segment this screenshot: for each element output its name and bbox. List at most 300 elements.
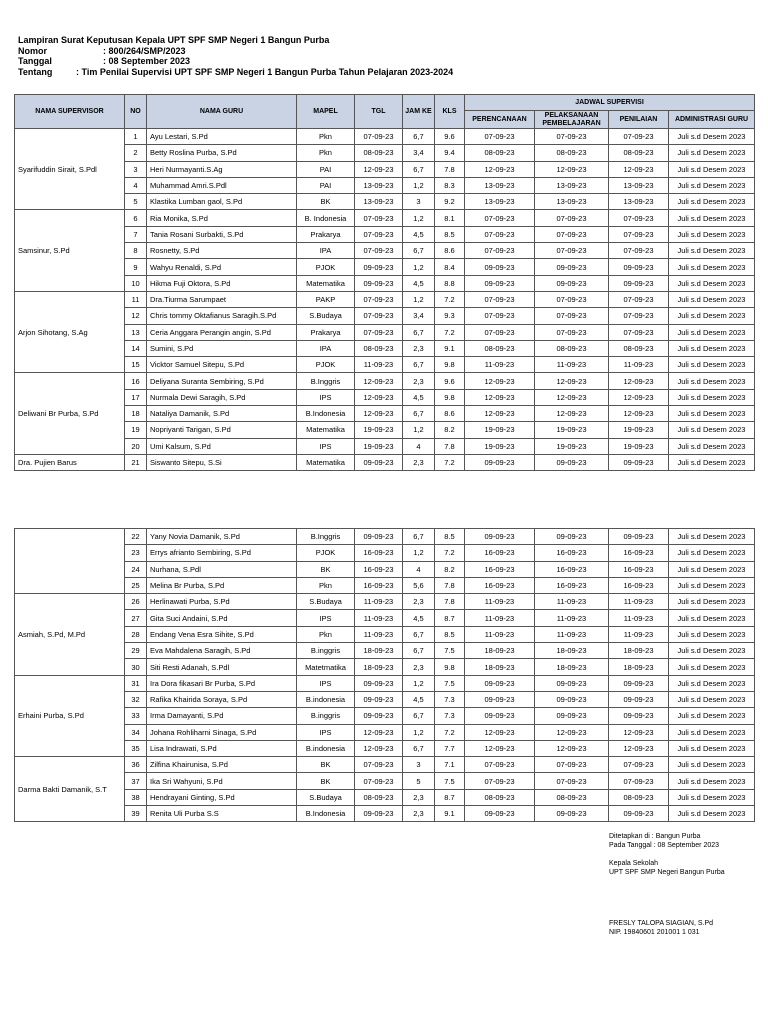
administrasi-cell: Juli s.d Desem 2023 xyxy=(669,357,755,373)
pelaksanaan-cell: 12-09-23 xyxy=(535,724,609,740)
pelaksanaan-cell: 09-09-23 xyxy=(535,806,609,822)
no-cell: 10 xyxy=(125,275,147,291)
pelaksanaan-cell: 07-09-23 xyxy=(535,210,609,226)
penilaian-cell: 07-09-23 xyxy=(609,308,669,324)
perencanaan-cell: 12-09-23 xyxy=(465,373,535,389)
table-row xyxy=(15,422,755,438)
pelaksanaan-cell: 16-09-23 xyxy=(535,561,609,577)
table-row xyxy=(15,161,755,177)
table-row xyxy=(15,324,755,340)
perencanaan-cell: 09-09-23 xyxy=(465,454,535,470)
pelaksanaan-cell: 13-09-23 xyxy=(535,177,609,193)
supervision-table-page1 xyxy=(14,94,755,471)
kls-cell: 8.6 xyxy=(435,406,465,422)
penilaian-cell: 12-09-23 xyxy=(609,389,669,405)
mapel-cell: B.Inggris xyxy=(297,529,355,545)
jam-cell: 6,7 xyxy=(403,626,435,642)
pelaksanaan-cell: 07-09-23 xyxy=(535,773,609,789)
pelaksanaan-cell: 18-09-23 xyxy=(535,659,609,675)
perencanaan-cell: 09-09-23 xyxy=(465,275,535,291)
kls-cell: 9.8 xyxy=(435,389,465,405)
tgl-cell: 09-09-23 xyxy=(355,675,403,691)
table-row xyxy=(15,194,755,210)
guru-name-cell: Wahyu Renaldi, S.Pd xyxy=(147,259,297,275)
mapel-cell: B.inggris xyxy=(297,708,355,724)
table-row xyxy=(15,773,755,789)
mapel-cell: Prakarya xyxy=(297,226,355,242)
tgl-cell: 12-09-23 xyxy=(355,740,403,756)
perencanaan-cell: 18-09-23 xyxy=(465,643,535,659)
tgl-cell: 07-09-23 xyxy=(355,129,403,145)
pelaksanaan-cell: 12-09-23 xyxy=(535,161,609,177)
table-row xyxy=(15,340,755,356)
pelaksanaan-cell: 16-09-23 xyxy=(535,545,609,561)
kls-cell: 7.2 xyxy=(435,454,465,470)
tgl-cell: 12-09-23 xyxy=(355,389,403,405)
perencanaan-cell: 07-09-23 xyxy=(465,291,535,307)
perencanaan-cell: 09-09-23 xyxy=(465,708,535,724)
mapel-cell: IPA xyxy=(297,340,355,356)
table-row xyxy=(15,806,755,822)
mapel-cell: B.Indonesia xyxy=(297,806,355,822)
administrasi-cell: Juli s.d Desem 2023 xyxy=(669,594,755,610)
institution-text: UPT SPF SMP Negeri Bangun Purba xyxy=(609,869,725,876)
perencanaan-cell: 12-09-23 xyxy=(465,724,535,740)
guru-name-cell: Herlinawati Purba, S.Pd xyxy=(147,594,297,610)
penilaian-cell: 12-09-23 xyxy=(609,161,669,177)
perencanaan-cell: 07-09-23 xyxy=(465,757,535,773)
administrasi-cell: Juli s.d Desem 2023 xyxy=(669,454,755,470)
kls-cell: 7.7 xyxy=(435,740,465,756)
table-row xyxy=(15,643,755,659)
administrasi-cell: Juli s.d Desem 2023 xyxy=(669,194,755,210)
tgl-cell: 12-09-23 xyxy=(355,161,403,177)
perencanaan-cell: 11-09-23 xyxy=(465,357,535,373)
pelaksanaan-cell: 12-09-23 xyxy=(535,740,609,756)
pelaksanaan-cell: 12-09-23 xyxy=(535,389,609,405)
jam-cell: 4,5 xyxy=(403,610,435,626)
pelaksanaan-cell: 08-09-23 xyxy=(535,145,609,161)
administrasi-cell: Juli s.d Desem 2023 xyxy=(669,691,755,707)
guru-name-cell: Muhammad Amri.S.Pdl xyxy=(147,177,297,193)
guru-name-cell: Yany Novia Damanik, S.Pd xyxy=(147,529,297,545)
kls-cell: 8.4 xyxy=(435,259,465,275)
col-kls: KLS xyxy=(435,95,465,129)
mapel-cell: B.indonesia xyxy=(297,740,355,756)
jam-cell: 6,7 xyxy=(403,357,435,373)
penilaian-cell: 07-09-23 xyxy=(609,757,669,773)
supervisor-name-cell: Deliwani Br Purba, S.Pd xyxy=(15,373,125,454)
jam-cell: 2,3 xyxy=(403,373,435,389)
ditetapkan-text: Ditetapkan di : Bangun Purba xyxy=(609,833,701,840)
supervisor-name-cell: Dra. Pujien Barus xyxy=(15,454,125,470)
administrasi-cell: Juli s.d Desem 2023 xyxy=(669,626,755,642)
pelaksanaan-cell: 09-09-23 xyxy=(535,691,609,707)
table-row xyxy=(15,373,755,389)
no-cell: 12 xyxy=(125,308,147,324)
no-cell: 13 xyxy=(125,324,147,340)
tgl-cell: 16-09-23 xyxy=(355,577,403,593)
signatory-nip: NIP. 19840601 201001 1 031 xyxy=(609,929,700,936)
guru-name-cell: Ceria Anggara Perangin angin, S.Pd xyxy=(147,324,297,340)
table-row xyxy=(15,545,755,561)
jam-cell: 6,7 xyxy=(403,129,435,145)
perencanaan-cell: 16-09-23 xyxy=(465,545,535,561)
supervisor-name-cell: Darma Bakti Damanik, S.T xyxy=(15,757,125,822)
perencanaan-cell: 09-09-23 xyxy=(465,806,535,822)
guru-name-cell: Irma Damayanti, S.Pd xyxy=(147,708,297,724)
administrasi-cell: Juli s.d Desem 2023 xyxy=(669,275,755,291)
penilaian-cell: 09-09-23 xyxy=(609,806,669,822)
mapel-cell: IPA xyxy=(297,243,355,259)
tgl-cell: 07-09-23 xyxy=(355,226,403,242)
supervisor-name-cell: Syarifuddin Sirait, S.Pdl xyxy=(15,129,125,210)
administrasi-cell: Juli s.d Desem 2023 xyxy=(669,406,755,422)
table-row xyxy=(15,610,755,626)
perencanaan-cell: 07-09-23 xyxy=(465,129,535,145)
administrasi-cell: Juli s.d Desem 2023 xyxy=(669,243,755,259)
mapel-cell: BK xyxy=(297,773,355,789)
kls-cell: 7.2 xyxy=(435,545,465,561)
no-cell: 9 xyxy=(125,259,147,275)
col-mapel: MAPEL xyxy=(297,95,355,129)
kls-cell: 9.1 xyxy=(435,340,465,356)
jam-cell: 4,5 xyxy=(403,691,435,707)
perencanaan-cell: 18-09-23 xyxy=(465,659,535,675)
guru-name-cell: Ria Monika, S.Pd xyxy=(147,210,297,226)
col-jadwal: JADWAL SUPERVISI xyxy=(465,95,755,111)
penilaian-cell: 11-09-23 xyxy=(609,594,669,610)
penilaian-cell: 07-09-23 xyxy=(609,324,669,340)
administrasi-cell: Juli s.d Desem 2023 xyxy=(669,561,755,577)
guru-name-cell: Nurmala Dewi Saragih, S.Pd xyxy=(147,389,297,405)
tgl-cell: 13-09-23 xyxy=(355,177,403,193)
table-row xyxy=(15,308,755,324)
table-row xyxy=(15,691,755,707)
guru-name-cell: Rosnetty, S.Pd xyxy=(147,243,297,259)
no-cell: 17 xyxy=(125,389,147,405)
penilaian-cell: 08-09-23 xyxy=(609,340,669,356)
no-cell: 32 xyxy=(125,691,147,707)
perencanaan-cell: 07-09-23 xyxy=(465,324,535,340)
administrasi-cell: Juli s.d Desem 2023 xyxy=(669,773,755,789)
no-cell: 27 xyxy=(125,610,147,626)
signatory-name: FRESLY TALOPA SIAGIAN, S.Pd xyxy=(609,920,714,927)
no-cell: 4 xyxy=(125,177,147,193)
table-row xyxy=(15,275,755,291)
tentang-label: Tentang xyxy=(18,66,53,77)
table-row xyxy=(15,145,755,161)
administrasi-cell: Juli s.d Desem 2023 xyxy=(669,806,755,822)
table-row xyxy=(15,389,755,405)
penilaian-cell: 12-09-23 xyxy=(609,740,669,756)
kls-cell: 9.4 xyxy=(435,145,465,161)
mapel-cell: IPS xyxy=(297,438,355,454)
jam-cell: 1,2 xyxy=(403,177,435,193)
kls-cell: 8.7 xyxy=(435,610,465,626)
administrasi-cell: Juli s.d Desem 2023 xyxy=(669,291,755,307)
jam-cell: 2,3 xyxy=(403,659,435,675)
administrasi-cell: Juli s.d Desem 2023 xyxy=(669,129,755,145)
no-cell: 16 xyxy=(125,373,147,389)
penilaian-cell: 07-09-23 xyxy=(609,129,669,145)
mapel-cell: IPS xyxy=(297,675,355,691)
mapel-cell: PAI xyxy=(297,161,355,177)
no-cell: 24 xyxy=(125,561,147,577)
pelaksanaan-cell: 09-09-23 xyxy=(535,275,609,291)
mapel-cell: Matematika xyxy=(297,454,355,470)
penilaian-cell: 18-09-23 xyxy=(609,659,669,675)
no-cell: 36 xyxy=(125,757,147,773)
no-cell: 14 xyxy=(125,340,147,356)
col-tgl: TGL xyxy=(355,95,403,129)
table-row xyxy=(15,675,755,691)
tgl-cell: 07-09-23 xyxy=(355,291,403,307)
table-row xyxy=(15,708,755,724)
mapel-cell: Pkn xyxy=(297,145,355,161)
pelaksanaan-cell: 07-09-23 xyxy=(535,308,609,324)
guru-name-cell: Betty Roslina Purba, S.Pd xyxy=(147,145,297,161)
jam-cell: 1,2 xyxy=(403,675,435,691)
table-row xyxy=(15,406,755,422)
jam-cell: 4,5 xyxy=(403,275,435,291)
penilaian-cell: 09-09-23 xyxy=(609,691,669,707)
perencanaan-cell: 09-09-23 xyxy=(465,675,535,691)
penilaian-cell: 09-09-23 xyxy=(609,259,669,275)
table-body-page1 xyxy=(15,129,755,471)
perencanaan-cell: 12-09-23 xyxy=(465,161,535,177)
perencanaan-cell: 07-09-23 xyxy=(465,210,535,226)
penilaian-cell: 07-09-23 xyxy=(609,243,669,259)
mapel-cell: Matematika xyxy=(297,422,355,438)
jam-cell: 6,7 xyxy=(403,643,435,659)
perencanaan-cell: 08-09-23 xyxy=(465,340,535,356)
penilaian-cell: 16-09-23 xyxy=(609,577,669,593)
mapel-cell: Matetmatika xyxy=(297,659,355,675)
perencanaan-cell: 08-09-23 xyxy=(465,145,535,161)
no-cell: 34 xyxy=(125,724,147,740)
no-cell: 15 xyxy=(125,357,147,373)
jam-cell: 5 xyxy=(403,773,435,789)
tgl-cell: 07-09-23 xyxy=(355,324,403,340)
jam-cell: 2,3 xyxy=(403,340,435,356)
tgl-cell: 07-09-23 xyxy=(355,210,403,226)
mapel-cell: S.Budaya xyxy=(297,789,355,805)
guru-name-cell: Melina Br Purba, S.Pd xyxy=(147,577,297,593)
jam-cell: 4 xyxy=(403,561,435,577)
penilaian-cell: 19-09-23 xyxy=(609,422,669,438)
pelaksanaan-cell: 09-09-23 xyxy=(535,675,609,691)
perencanaan-cell: 07-09-23 xyxy=(465,773,535,789)
table-row xyxy=(15,129,755,145)
mapel-cell: BK xyxy=(297,757,355,773)
supervisor-name-cell: Arjon Sihotang, S.Ag xyxy=(15,291,125,372)
administrasi-cell: Juli s.d Desem 2023 xyxy=(669,610,755,626)
col-administrasi: ADMINISTRASI GURU xyxy=(669,111,755,129)
administrasi-cell: Juli s.d Desem 2023 xyxy=(669,545,755,561)
supervisor-name-cell: Asmiah, S.Pd, M.Pd xyxy=(15,594,125,675)
supervision-table-page2 xyxy=(14,528,755,822)
guru-name-cell: Rafika Khairida Soraya, S.Pd xyxy=(147,691,297,707)
guru-name-cell: Johana Rohliharni Sinaga, S.Pd xyxy=(147,724,297,740)
perencanaan-cell: 09-09-23 xyxy=(465,529,535,545)
no-cell: 22 xyxy=(125,529,147,545)
mapel-cell: PAI xyxy=(297,177,355,193)
kls-cell: 9.8 xyxy=(435,659,465,675)
kls-cell: 8.8 xyxy=(435,275,465,291)
guru-name-cell: Ira Dora fikasari Br Purba, S.Pd xyxy=(147,675,297,691)
no-cell: 39 xyxy=(125,806,147,822)
pelaksanaan-cell: 08-09-23 xyxy=(535,789,609,805)
jam-cell: 4,5 xyxy=(403,226,435,242)
administrasi-cell: Juli s.d Desem 2023 xyxy=(669,373,755,389)
col-pelaksanaan: PELAKSANAAN PEMBELAJARAN xyxy=(535,111,609,129)
table-row xyxy=(15,259,755,275)
penilaian-cell: 12-09-23 xyxy=(609,373,669,389)
tgl-cell: 08-09-23 xyxy=(355,340,403,356)
tgl-cell: 09-09-23 xyxy=(355,708,403,724)
administrasi-cell: Juli s.d Desem 2023 xyxy=(669,226,755,242)
no-cell: 23 xyxy=(125,545,147,561)
perencanaan-cell: 19-09-23 xyxy=(465,422,535,438)
administrasi-cell: Juli s.d Desem 2023 xyxy=(669,577,755,593)
no-cell: 21 xyxy=(125,454,147,470)
jam-cell: 1,2 xyxy=(403,545,435,561)
tanggal-label: Tanggal xyxy=(18,56,52,66)
no-cell: 1 xyxy=(125,129,147,145)
tgl-cell: 16-09-23 xyxy=(355,561,403,577)
guru-name-cell: Lisa Indrawati, S.Pd xyxy=(147,740,297,756)
pelaksanaan-cell: 09-09-23 xyxy=(535,259,609,275)
perencanaan-cell: 12-09-23 xyxy=(465,389,535,405)
tanggal-value: : 08 September 2023 xyxy=(103,56,191,66)
mapel-cell: PJOK xyxy=(297,357,355,373)
no-cell: 25 xyxy=(125,577,147,593)
kls-cell: 7.1 xyxy=(435,757,465,773)
penilaian-cell: 11-09-23 xyxy=(609,610,669,626)
pelaksanaan-cell: 19-09-23 xyxy=(535,422,609,438)
guru-name-cell: Siti Resti Adanah, S.Pdl xyxy=(147,659,297,675)
penilaian-cell: 13-09-23 xyxy=(609,194,669,210)
pelaksanaan-cell: 11-09-23 xyxy=(535,594,609,610)
tgl-cell: 09-09-23 xyxy=(355,806,403,822)
kls-cell: 7.5 xyxy=(435,643,465,659)
penilaian-cell: 13-09-23 xyxy=(609,177,669,193)
guru-name-cell: Chris tommy Oktafianus Saragih.S.Pd xyxy=(147,308,297,324)
pelaksanaan-cell: 18-09-23 xyxy=(535,643,609,659)
mapel-cell: B.Inggris xyxy=(297,373,355,389)
tgl-cell: 08-09-23 xyxy=(355,789,403,805)
kls-cell: 8.1 xyxy=(435,210,465,226)
table-row xyxy=(15,626,755,642)
table-row xyxy=(15,577,755,593)
pelaksanaan-cell: 07-09-23 xyxy=(535,129,609,145)
administrasi-cell: Juli s.d Desem 2023 xyxy=(669,438,755,454)
kls-cell: 7.8 xyxy=(435,438,465,454)
table-row xyxy=(15,529,755,545)
col-supervisor: NAMA SUPERVISOR xyxy=(15,95,125,129)
jam-cell: 6,7 xyxy=(403,406,435,422)
kls-cell: 8.5 xyxy=(435,226,465,242)
administrasi-cell: Juli s.d Desem 2023 xyxy=(669,389,755,405)
pelaksanaan-cell: 11-09-23 xyxy=(535,610,609,626)
perencanaan-cell: 11-09-23 xyxy=(465,626,535,642)
mapel-cell: PJOK xyxy=(297,259,355,275)
mapel-cell: BK xyxy=(297,194,355,210)
jam-cell: 1,2 xyxy=(403,422,435,438)
administrasi-cell: Juli s.d Desem 2023 xyxy=(669,789,755,805)
mapel-cell: Matematika xyxy=(297,275,355,291)
kls-cell: 7.2 xyxy=(435,291,465,307)
administrasi-cell: Juli s.d Desem 2023 xyxy=(669,422,755,438)
administrasi-cell: Juli s.d Desem 2023 xyxy=(669,708,755,724)
pelaksanaan-cell: 07-09-23 xyxy=(535,291,609,307)
jam-cell: 6,7 xyxy=(403,324,435,340)
no-cell: 33 xyxy=(125,708,147,724)
tgl-cell: 11-09-23 xyxy=(355,610,403,626)
table-row xyxy=(15,454,755,470)
no-cell: 29 xyxy=(125,643,147,659)
jam-cell: 3,4 xyxy=(403,145,435,161)
no-cell: 30 xyxy=(125,659,147,675)
kls-cell: 9.3 xyxy=(435,308,465,324)
col-no: NO xyxy=(125,95,147,129)
perencanaan-cell: 11-09-23 xyxy=(465,594,535,610)
table-row xyxy=(15,561,755,577)
perencanaan-cell: 09-09-23 xyxy=(465,691,535,707)
perencanaan-cell: 11-09-23 xyxy=(465,610,535,626)
table-row xyxy=(15,291,755,307)
guru-name-cell: Umi Kalsum, S.Pd xyxy=(147,438,297,454)
mapel-cell: S.Budaya xyxy=(297,594,355,610)
kls-cell: 9.8 xyxy=(435,357,465,373)
no-cell: 26 xyxy=(125,594,147,610)
administrasi-cell: Juli s.d Desem 2023 xyxy=(669,259,755,275)
jam-cell: 2,3 xyxy=(403,789,435,805)
table-body-page2 xyxy=(15,529,755,822)
guru-name-cell: Renita Uli Purba S.S xyxy=(147,806,297,822)
pelaksanaan-cell: 07-09-23 xyxy=(535,226,609,242)
kls-cell: 7.2 xyxy=(435,324,465,340)
administrasi-cell: Juli s.d Desem 2023 xyxy=(669,340,755,356)
kls-cell: 8.3 xyxy=(435,177,465,193)
mapel-cell: PJOK xyxy=(297,545,355,561)
jam-cell: 6,7 xyxy=(403,740,435,756)
tgl-cell: 12-09-23 xyxy=(355,406,403,422)
perencanaan-cell: 08-09-23 xyxy=(465,789,535,805)
col-penilaian: PENILAIAN xyxy=(609,111,669,129)
no-cell: 38 xyxy=(125,789,147,805)
table-row xyxy=(15,243,755,259)
tgl-cell: 12-09-23 xyxy=(355,724,403,740)
mapel-cell: IPS xyxy=(297,724,355,740)
tgl-cell: 07-09-23 xyxy=(355,757,403,773)
mapel-cell: B.inggris xyxy=(297,643,355,659)
pelaksanaan-cell: 19-09-23 xyxy=(535,438,609,454)
no-cell: 2 xyxy=(125,145,147,161)
no-cell: 6 xyxy=(125,210,147,226)
penilaian-cell: 12-09-23 xyxy=(609,724,669,740)
kls-cell: 7.2 xyxy=(435,724,465,740)
kls-cell: 8.5 xyxy=(435,529,465,545)
table-row xyxy=(15,226,755,242)
guru-name-cell: Sumini, S.Pd xyxy=(147,340,297,356)
administrasi-cell: Juli s.d Desem 2023 xyxy=(669,177,755,193)
administrasi-cell: Juli s.d Desem 2023 xyxy=(669,757,755,773)
mapel-cell: Pkn xyxy=(297,626,355,642)
jam-cell: 1,2 xyxy=(403,210,435,226)
perencanaan-cell: 13-09-23 xyxy=(465,194,535,210)
